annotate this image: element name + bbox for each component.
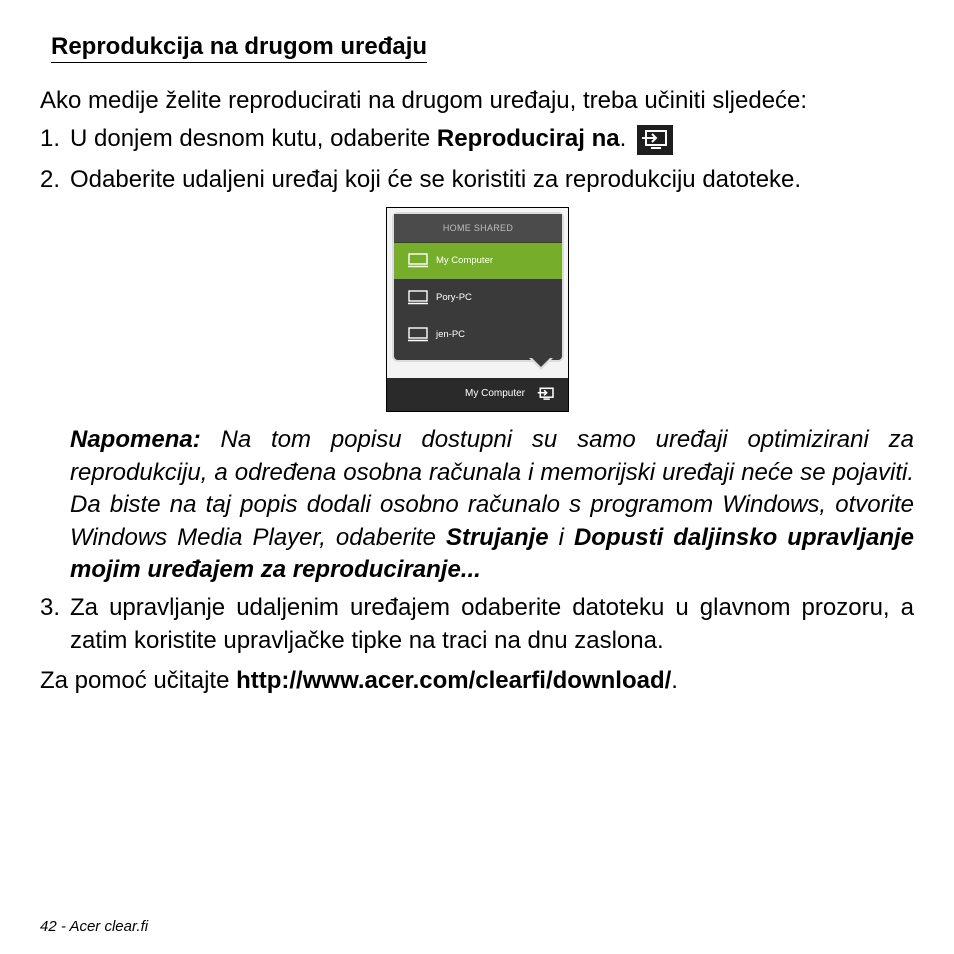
device-label: My Computer [436, 255, 494, 266]
play-to-label: Reproduciraj na [436, 125, 620, 152]
step-2-number: 2. [40, 166, 61, 193]
taskbar-label: My Computer [465, 388, 526, 399]
note-label: Napomena: [70, 426, 201, 453]
step-3-number: 3. [40, 594, 61, 621]
step-2-text: Odaberite udaljeni uređaj koji će se koristiti za reprodukciju datoteke. [70, 166, 802, 193]
step-3-text: Za upravljanje udaljenim uređajem odaberite datoteku u glavnom prozoru, a zatim koristite upravljačke tipke na traci na dnu zaslona. [70, 594, 914, 654]
device-popup [392, 212, 564, 362]
device-label: jen-PC [436, 329, 466, 340]
page-title: Reprodukcija na drugom uređaju [51, 33, 427, 63]
help-paragraph: Za pomoć učitajte http://www.acer.com/clearfi/download/. [40, 667, 678, 694]
play-to-icon[interactable] [537, 387, 555, 401]
note-paragraph: Napomena: Na tom popisu dostupni su samo uređaji optimizirani za reprodukciju, a određena osobna računala i memorijski uređaji neće se pojaviti. Da biste na taj popis dodali osobno računalo s programom Windows, otvorite Windows Media Player, odaberite Strujanje i Dopusti daljinsko upravljanje mojim uređajem za reproduciranje... [70, 426, 914, 583]
intro-paragraph: Ako medije želite reproducirati na drugom uređaju, treba učiniti sljedeće: [40, 87, 808, 114]
step-3 [40, 592, 914, 657]
play-to-screenshot [386, 207, 569, 412]
device-label: Pory-PC [436, 292, 472, 303]
device-item-my-computer[interactable] [394, 243, 562, 279]
step-2 [40, 165, 801, 195]
device-item-jen-pc[interactable] [394, 317, 562, 353]
taskbar [387, 378, 568, 411]
monitor-icon [408, 290, 428, 305]
monitor-icon [408, 253, 428, 268]
page-footer: 42 - Acer clear.fi [40, 918, 149, 935]
step-1-text: U donjem desnom kutu, odaberite Reproduciraj na. [70, 124, 673, 155]
step-1-number: 1. [40, 125, 61, 152]
monitor-icon [408, 327, 428, 342]
remote-control-option: Dopusti daljinsko upravljanje mojim uređajem za reproduciranje... [70, 523, 914, 583]
streaming-menu-label: Strujanje [445, 523, 549, 551]
play-to-icon [637, 125, 673, 155]
download-link[interactable]: http://www.acer.com/clearfi/download/ [236, 667, 672, 694]
device-item-pory-pc[interactable] [394, 280, 562, 316]
step-1 [40, 124, 673, 155]
popup-header: HOME SHARED [394, 214, 562, 242]
